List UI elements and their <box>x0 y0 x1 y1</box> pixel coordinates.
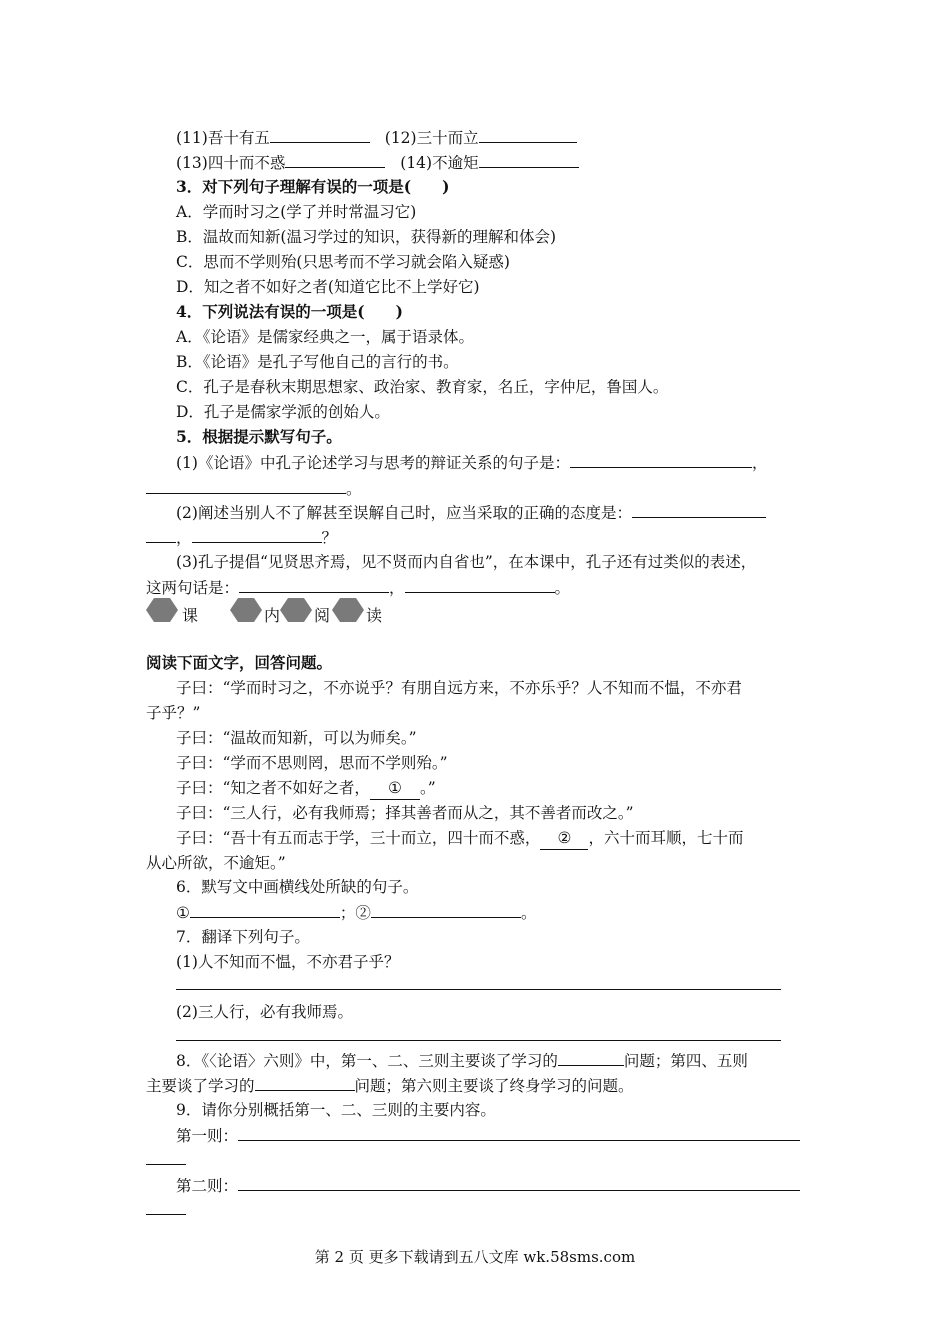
hexagon-icon <box>146 598 178 622</box>
passage-line: 从心所欲，不逾矩。” <box>146 854 286 872</box>
q3-stem: 3．对下列句子理解有误的一项是( ) <box>176 177 450 196</box>
passage-text: 。” <box>419 779 436 797</box>
passage-blank-2[interactable]: ② <box>540 827 588 850</box>
q5-stem: 5．根据提示默写句子。 <box>176 427 342 446</box>
q6-mark-2: ② <box>355 904 371 922</box>
punct-period: 。 <box>554 579 571 597</box>
q4-option-b[interactable]: B．《论语》是孔子写他自己的言行的书。 <box>176 353 459 371</box>
q4-stem: 4．下列说法有误的一项是( ) <box>176 302 403 321</box>
q5-part-1 <box>176 451 846 474</box>
q5-part-1-text: (1)《论语》中孔子论述学习与思考的辩证关系的句子是： <box>176 454 570 472</box>
punct-comma: ， <box>751 454 768 472</box>
q5-part-3: (3)孔子提倡“见贤思齐焉，见不贤而内自省也”，在本课中，孔子还有过类似的表述， <box>176 553 757 571</box>
answer-blank[interactable] <box>146 526 176 543</box>
passage-line: 子曰：“学而时习之，不亦说乎？有朋自远方来，不亦乐乎？人不知而不愠，不亦君 <box>176 679 742 697</box>
answer-blank[interactable] <box>146 477 346 494</box>
punct-comma: ， <box>389 579 405 597</box>
section-header-char: 阅 <box>314 606 331 625</box>
q7-stem: 7．翻译下列句子。 <box>176 928 310 946</box>
q7-sentence-2: (2)三人行，必有我师焉。 <box>176 1003 353 1021</box>
q4-option-c[interactable]: C．孔子是春秋末期思想家、政治家、教育家，名丘，字仲尼，鲁国人。 <box>176 378 669 396</box>
answer-blank[interactable] <box>255 1074 355 1091</box>
q8-text: 主要谈了学习的 <box>146 1077 255 1095</box>
q8-line-1 <box>176 1049 846 1072</box>
q8-line-2 <box>146 1074 816 1097</box>
q2-row-2 <box>176 151 846 174</box>
q2-item-13: (13)四十而不惑 <box>176 154 286 172</box>
q9-label-2: 第二则： <box>176 1177 239 1195</box>
punct-semicolon: ； <box>339 904 356 922</box>
q6-mark-1: ① <box>176 904 190 922</box>
q7-sentence-1: (1)人不知而不愠，不亦君子乎？ <box>176 953 400 971</box>
answer-blank[interactable] <box>285 151 385 168</box>
answer-line[interactable] <box>176 1040 781 1041</box>
punct-comma: ， <box>176 529 192 547</box>
answer-blank[interactable] <box>192 526 322 543</box>
q5-part-2-text: (2)阐述当别人不了解甚至误解自己时，应当采取的正确的态度是： <box>176 504 632 522</box>
answer-blank[interactable] <box>570 451 752 468</box>
answer-line[interactable] <box>176 989 781 990</box>
page-footer: 第 2 页 更多下载请到五八文库 wk.58sms.com <box>314 1248 636 1266</box>
q3-option-b[interactable]: B．温故而知新(温习学过的知识，获得新的理解和体会) <box>176 228 556 246</box>
punct-period: 。 <box>520 904 537 922</box>
answer-blank[interactable] <box>190 901 340 918</box>
answer-blank[interactable] <box>479 126 577 143</box>
passage-line: 子曰：“温故而知新，可以为师矣。” <box>176 729 417 747</box>
answer-blank[interactable] <box>239 576 389 593</box>
answer-blank[interactable] <box>479 151 579 168</box>
q5-part-1-cont <box>146 477 816 500</box>
answer-line[interactable] <box>146 1164 186 1165</box>
answer-blank[interactable] <box>405 576 555 593</box>
answer-blank[interactable] <box>238 1174 800 1191</box>
answer-blank[interactable] <box>558 1049 624 1066</box>
answer-line[interactable] <box>146 1214 186 1215</box>
q5-part-3-cont <box>146 576 816 599</box>
hexagon-icon <box>280 598 312 622</box>
section-header-char: 内 <box>264 606 281 625</box>
q8-text: 问题；第四、五则 <box>623 1052 748 1070</box>
q9-stem: 9．请你分别概括第一、二、三则的主要内容。 <box>176 1101 496 1119</box>
answer-blank[interactable] <box>270 126 370 143</box>
answer-blank[interactable] <box>371 901 521 918</box>
reading-intro: 阅读下面文字，回答问题。 <box>146 653 333 672</box>
q5-part-2 <box>176 501 846 524</box>
section-header-char: 课 <box>182 606 199 625</box>
passage-text: ，六十而耳顺，七十而 <box>588 829 744 847</box>
passage-line: 子曰：“三人行，必有我师焉；择其善者而从之，其不善者而改之。” <box>176 804 634 822</box>
passage-line: 子乎？” <box>146 704 201 722</box>
passage-blank-1[interactable]: ① <box>370 777 420 800</box>
q3-option-c[interactable]: C．思而不学则殆(只思考而不学习就会陷入疑惑) <box>176 253 510 271</box>
passage-line: 子曰：“学而不思则罔，思而不学则殆。” <box>176 754 448 772</box>
q2-item-11: (11)吾十有五 <box>176 129 270 147</box>
passage-text: 子曰：“知之者不如好之者， <box>176 779 370 797</box>
q8-text: 问题；第六则主要谈了终身学习的问题。 <box>354 1077 634 1095</box>
q9-item-1 <box>176 1124 846 1147</box>
q3-option-a[interactable]: A．学而时习之(学了并时常温习它) <box>176 203 417 221</box>
q5-part-2-cont <box>146 526 816 549</box>
q9-label-1: 第一则： <box>176 1127 239 1145</box>
hexagon-icon <box>332 598 364 622</box>
punct-question: ？ <box>321 529 338 547</box>
hexagon-icon <box>230 598 262 622</box>
q5-part-3-cont-text: 这两句话是： <box>146 579 240 597</box>
passage-text: 子曰：“吾十有五而志于学，三十而立，四十而不惑， <box>176 829 541 847</box>
q2-item-14: (14)不逾矩 <box>400 154 479 172</box>
q9-item-2 <box>176 1174 846 1197</box>
passage-line <box>176 777 846 800</box>
passage-line <box>176 827 846 850</box>
section-header-char: 读 <box>366 606 383 625</box>
punct-period: 。 <box>346 480 362 498</box>
q3-option-d[interactable]: D．知之者不如好之者(知道它比不上学好它) <box>176 278 480 296</box>
q4-option-d[interactable]: D．孔子是儒家学派的创始人。 <box>176 403 390 421</box>
answer-blank[interactable] <box>238 1124 800 1141</box>
q8-text: 8．《〈论语〉六则》中，第一、二、三则主要谈了学习的 <box>176 1052 558 1070</box>
answer-blank[interactable] <box>632 501 766 518</box>
q2-item-12: (12)三十而立 <box>384 129 479 147</box>
q4-option-a[interactable]: A．《论语》是儒家经典之一，属于语录体。 <box>176 328 474 346</box>
q6-answers <box>176 901 846 924</box>
q2-row-1 <box>176 126 846 149</box>
q6-stem: 6．默写文中画横线处所缺的句子。 <box>176 878 419 896</box>
